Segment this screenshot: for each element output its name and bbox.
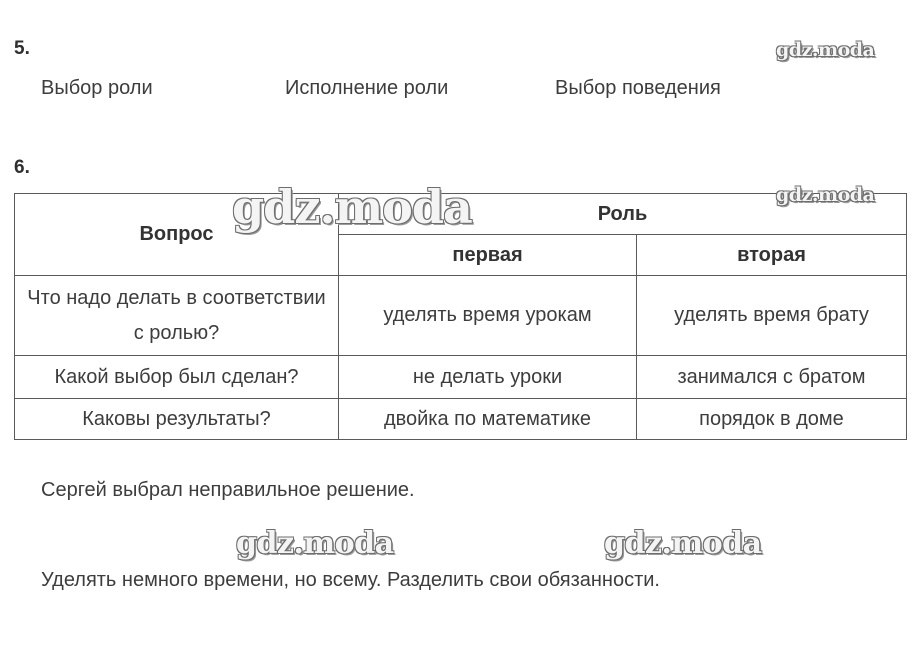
row-first-role: не делать уроки: [339, 356, 637, 399]
row-second-role: порядок в доме: [637, 399, 907, 440]
watermark-logo: gdz.moda: [776, 39, 875, 61]
advice-text: Уделять немного времени, но всему. Разделить свои обязанности.: [41, 569, 660, 591]
table-row: [15, 276, 907, 356]
row-first-role: двойка по математике: [339, 399, 637, 440]
header-role: Роль: [339, 194, 907, 235]
watermark-logo: gdz.moda: [604, 526, 762, 561]
row-second-role: занимался с братом: [637, 356, 907, 399]
role-stage-behavior: Выбор поведения: [555, 77, 721, 99]
row-question: Каковы результаты?: [15, 399, 339, 440]
task-6-number: 6.: [14, 157, 30, 178]
role-stage-performance: Исполнение роли: [285, 77, 449, 99]
role-stage-choice: Выбор роли: [41, 77, 153, 99]
row-first-role: уделять время урокам: [339, 276, 637, 356]
row-second-role: уделять время брату: [637, 276, 907, 356]
watermark-logo: gdz.moda: [776, 184, 875, 206]
table-row: [15, 356, 907, 399]
watermark-logo: gdz.moda: [232, 180, 472, 234]
task-5-number: 5.: [14, 38, 30, 59]
header-first-role: первая: [339, 235, 637, 276]
conclusion-text: Сергей выбрал неправильное решение.: [41, 479, 415, 501]
table-row: [15, 399, 907, 440]
row-question: Какой выбор был сделан?: [15, 356, 339, 399]
header-question: Вопрос: [15, 194, 339, 276]
row-question: Что надо делать в соответствии с ролью?: [15, 276, 339, 356]
watermark-logo: gdz.moda: [236, 526, 394, 561]
header-second-role: вторая: [637, 235, 907, 276]
